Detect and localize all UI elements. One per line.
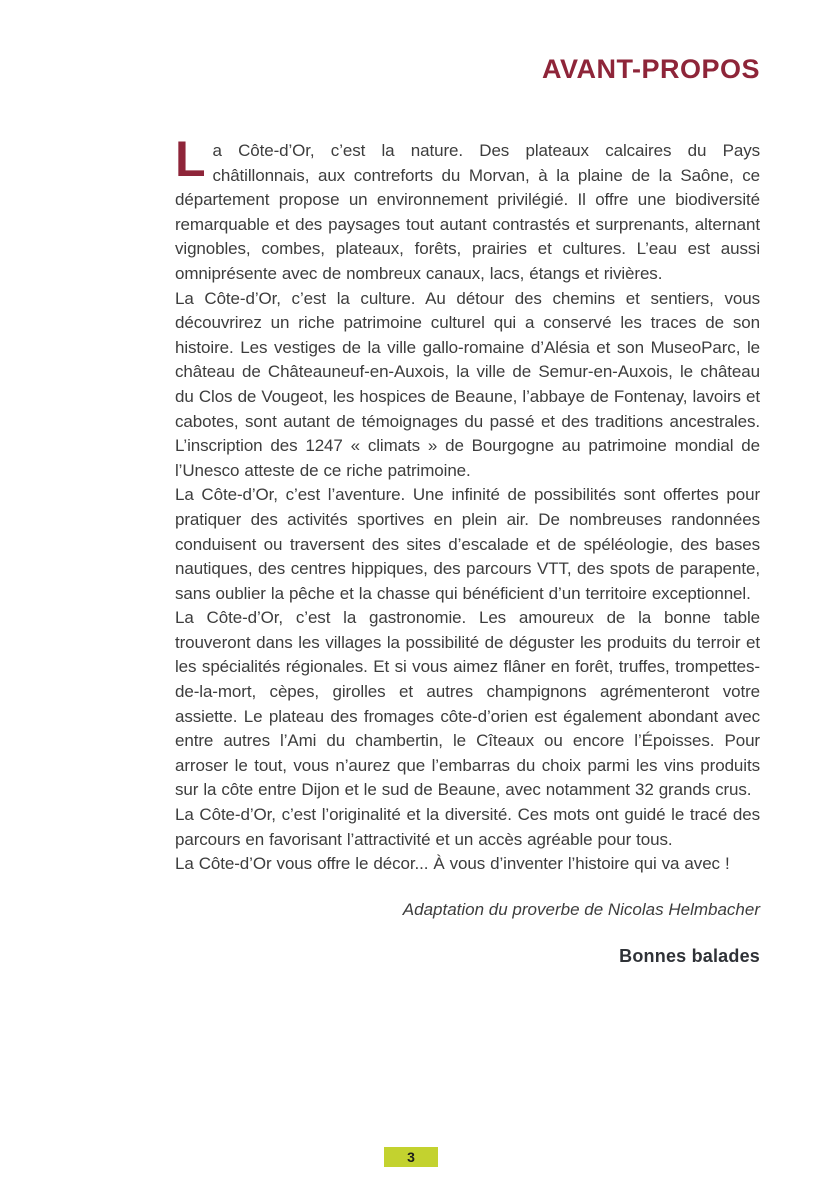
paragraph-nature xyxy=(175,131,760,287)
paragraph-culture: La Côte-d’Or, c’est la culture. Au détour des chemins et sentiers, vous découvrirez un riche patrimoine culturel qui a conservé les traces de son histoire. Les vestiges de la ville gallo-romaine d’Alésia et son MuseoParc, le château de Châteauneuf-en-Auxois, la ville de Semur-en-Auxois, le château du Clos de Vougeot, les hospices de Beaune, l’abbaye de Fontenay, lavoirs et cabotes, sont autant de témoignages du passé et des traditions ancestrales. L’inscription des 1247 « climats » de Bourgogne au patrimoine mondial de l’Unesco atteste de ce riche patrimoine. xyxy=(175,288,760,480)
paragraph-gastronomie: La Côte-d’Or, c’est la gastronomie. Les amoureux de la bonne table trouveront dans les villages la possibilité de déguster les produits du terroir et les spécialités régionales. Et si vous aimez flâner en forêt, truffes, trompettes-de-la-mort, cèpes, girolles et autres champignons agrémenteront votre assiette. Le plateau des fromages côte-d’orien est également abondant avec entre autres l’Ami du chambertin, le Cîteaux ou encore l’Époisses. Pour arroser le tout, vous n’aurez que l’embarras du choix parmi les vins produits sur la côte entre Dijon et le sud de Beaune, avec notamment 32 grands crus. xyxy=(175,608,760,800)
page-number: 3 xyxy=(407,1149,415,1165)
paragraph-aventure: La Côte-d’Or, c’est l’aventure. Une infinité de possibilités sont offertes pour pratiquer des activités sportives en plein air. De nombreuses randonnées conduisent ou traversent des sites d’escalade et de spéléologie, des bases nautiques, des centres hippiques, des parcours VTT, des spots de parapente, sans oublier la pêche et la chasse qui bénéficient d’un territoire exceptionnel. xyxy=(175,485,760,603)
drop-cap: L xyxy=(175,131,206,187)
paragraph-decor: La Côte-d’Or vous offre le décor... À vous d’inventer l’histoire qui va avec ! xyxy=(175,854,730,874)
paragraph-nature-text: a Côte-d’Or, c’est la nature. Des plateaux calcaires du Pays châtillonnais, aux contreforts du Morvan, à la plaine de la Saône, ce département propose un environnement privilégié. Il offre une biodiversité remarquable et des paysages tout autant contrastés et surprenants, alternant vignobles, combes, plateaux, forêts, prairies et cultures. L’eau est aussi omniprésente avec de nombreux canaux, lacs, étangs et rivières. xyxy=(175,141,760,283)
body-text-block xyxy=(175,131,760,967)
signoff-line: Bonnes balades xyxy=(619,945,760,966)
attribution-line: Adaptation du proverbe de Nicolas Helmbacher xyxy=(402,899,760,919)
paragraph-originalite: La Côte-d’Or, c’est l’originalité et la diversité. Ces mots ont guidé le tracé des parcours en favorisant l’attractivité et un accès agréable pour tous. xyxy=(175,805,760,849)
page-title: AVANT-PROPOS xyxy=(541,54,760,84)
page-number-badge xyxy=(384,1147,438,1167)
